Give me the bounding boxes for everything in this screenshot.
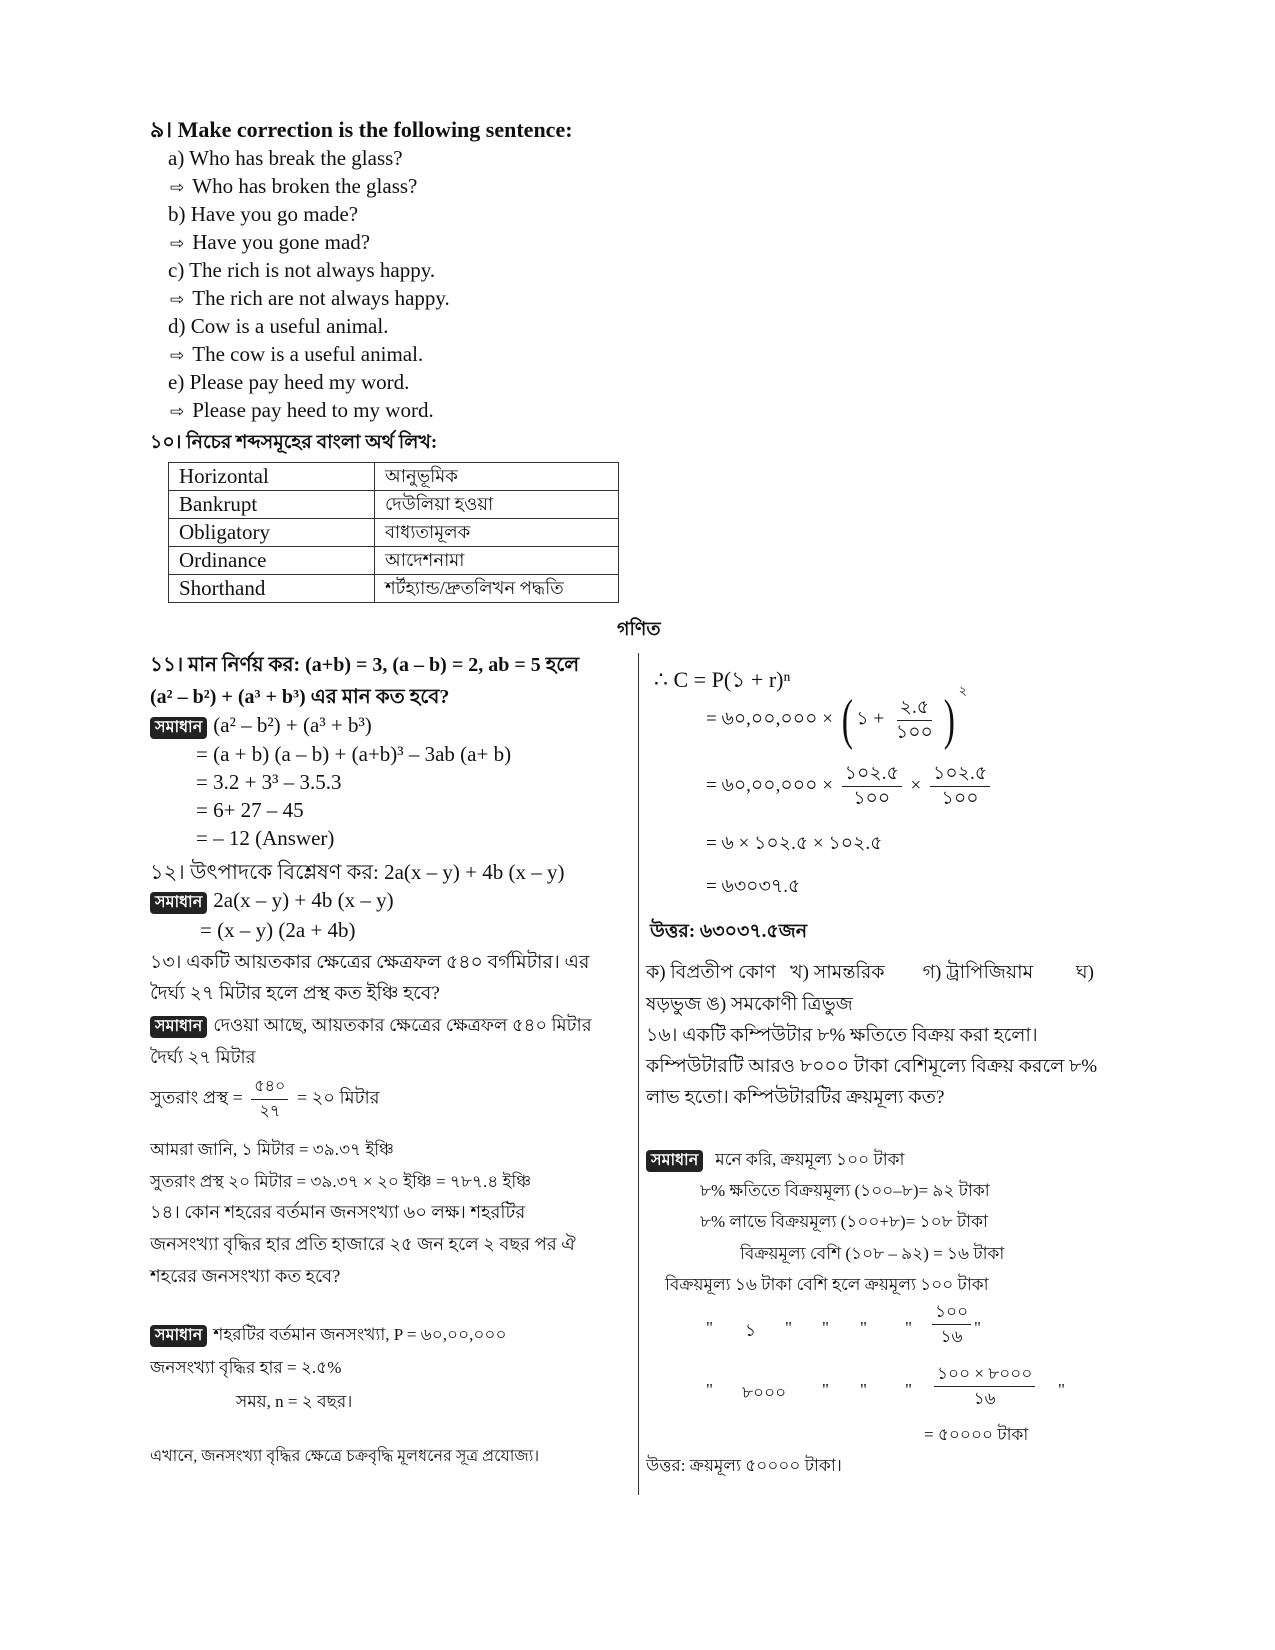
q16-step: বিক্রয়মূল্য বেশি (১০৮ – ৯২) = ১৬ টাকা bbox=[740, 1244, 1005, 1263]
q9-answer-e: ⇨ Please pay heed to my word. bbox=[170, 398, 434, 422]
q13-known: আমরা জানি, ১ মিটার = ৩৯.৩৭ ইঞ্চি bbox=[150, 1140, 394, 1159]
q11-step: = – 12 (Answer) bbox=[196, 826, 335, 850]
q11-line1: ১১। মান নির্ণয় কর: (a+b) = 3, (a – b) = 2, ab = 5 হলে bbox=[150, 654, 580, 676]
paren-right: ) bbox=[943, 689, 955, 751]
table-cell-en: Bankrupt bbox=[169, 491, 375, 519]
column-divider bbox=[638, 653, 639, 1495]
q9-answer-d: ⇨ The cow is a useful animal. bbox=[170, 342, 424, 366]
table-row bbox=[169, 547, 619, 575]
q13-solution-1: সমাধান দেওয়া আছে, আয়তকার ক্ষেত্রের ক্ষেত্রফল ৫৪০ মিটার bbox=[150, 1011, 592, 1042]
q16-step: বিক্রয়মূল্য ১৬ টাকা বেশি হলে ক্রয়মূল্য ১০০ টাকা bbox=[665, 1275, 989, 1294]
arrow-icon: ⇨ bbox=[170, 290, 185, 310]
arrow-icon: ⇨ bbox=[170, 178, 185, 198]
solution-badge: সমাধান bbox=[646, 1150, 703, 1172]
q11-step: = 6+ 27 – 45 bbox=[196, 798, 304, 822]
q14-solution-3: সময়, n = ২ বছর। bbox=[236, 1392, 353, 1411]
q9-item-b: b) Have you go made? bbox=[168, 202, 359, 226]
q13-line1: ১৩। একটি আয়তকার ক্ষেত্রের ক্ষেত্রফল ৫৪০ বর্গমিটার। এর bbox=[150, 952, 590, 973]
q14-line3: শহরের জনসংখ্যা কত হবে? bbox=[150, 1266, 341, 1286]
q9-title: ৯। Make correction is the following sentence: bbox=[150, 117, 573, 142]
q16-step: ৮% লাভে বিক্রয়মূল্য (১০০+৮)= ১০৮ টাকা bbox=[700, 1212, 988, 1231]
final-answer: উত্তর: ক্রয়মূল্য ৫০০০০ টাকা। bbox=[646, 1456, 842, 1475]
q12-solution: সমাধান 2a(x – y) + 4b (x – y) bbox=[150, 888, 394, 914]
fraction: $\frac{২.৫}{১০০}$ bbox=[895, 696, 933, 743]
q9-item-a: a) Who has break the glass? bbox=[168, 146, 403, 170]
table-row bbox=[169, 463, 619, 491]
options-line-2: ষড়ভুজ ঙ) সমকোণী ত্রিভুজ bbox=[646, 994, 853, 1015]
equation-2: = ৬০,০০,০০০ × $\frac{১০২.৫}{১০০}$ × $\frac{১০২.৫}{১০০}$ bbox=[706, 762, 994, 811]
solution-badge: সমাধান bbox=[150, 892, 207, 914]
table-cell-en: Horizontal bbox=[169, 463, 375, 491]
q11-step: = 3.2 + 3³ – 3.5.3 bbox=[196, 770, 342, 794]
fraction: $\frac{১০০ \times ৮০০০}{১৬}$ bbox=[930, 1362, 1039, 1411]
ditto-mark: " bbox=[974, 1318, 981, 1337]
ditto-mark: " bbox=[860, 1318, 867, 1337]
q9-item-d: d) Cow is a useful animal. bbox=[168, 314, 389, 338]
fraction: $\frac{১০২.৫}{১০০}$ bbox=[930, 762, 990, 811]
ditto-mark: " bbox=[860, 1380, 867, 1399]
arrow-icon: ⇨ bbox=[170, 234, 185, 254]
section-title: গণিত bbox=[617, 619, 661, 640]
table-cell-en: Shorthand bbox=[169, 575, 375, 603]
table-cell-bn: আনুভূমিক bbox=[375, 463, 619, 491]
q13-width: সুতরাং প্রস্থ = $\frac{৫৪০}{২৭}$ = ২০ মিটার bbox=[150, 1075, 380, 1124]
table-cell-bn: আদেশনামা bbox=[375, 547, 619, 575]
q14-line1: ১৪। কোন শহরের বর্তমান জনসংখ্যা ৬০ লক্ষ। শহরটির bbox=[150, 1202, 526, 1222]
unit-value: ৮০০০ bbox=[742, 1383, 787, 1402]
equation-3: = ৬ × ১০২.৫ × ১০২.৫ bbox=[706, 833, 883, 854]
table-cell-bn: দেউলিয়া হওয়া bbox=[375, 491, 619, 519]
q13-solution-2: দৈর্ঘ্য ২৭ মিটার bbox=[150, 1047, 256, 1067]
fraction: $\frac{১০২.৫}{১০০}$ bbox=[842, 762, 902, 811]
table-row bbox=[169, 491, 619, 519]
q9-answer-c: ⇨ The rich are not always happy. bbox=[170, 286, 450, 310]
q16-line3: লাভ হতো। কম্পিউটারটির ক্রয়মূল্য কত? bbox=[646, 1087, 945, 1108]
solution-badge: সমাধান bbox=[150, 1016, 207, 1038]
q14-solution-1: সমাধান শহরটির বর্তমান জনসংখ্যা, P = ৬০,০০,০০০ bbox=[150, 1322, 507, 1350]
q9-item-e: e) Please pay heed my word. bbox=[168, 370, 410, 394]
q12-question: ১২। উৎপাদকে বিশ্লেষণ কর: 2a(x – y) + 4b (x – y) bbox=[150, 860, 565, 884]
q16-solution: সমাধান মনে করি, ক্রয়মূল্য ১০০ টাকা bbox=[646, 1147, 904, 1175]
q14-solution-2: জনসংখ্যা বৃদ্ধির হার = ২.৫% bbox=[150, 1358, 342, 1377]
q14-note: এখানে, জনসংখ্যা বৃদ্ধির ক্ষেত্রে চক্রবৃদ্ধি মূলধনের সূত্র প্রযোজ্য। bbox=[150, 1448, 540, 1465]
answer: উত্তর: ৬৩০৩৭.৫জন bbox=[650, 921, 808, 942]
ditto-mark: " bbox=[822, 1318, 829, 1337]
q14-line2: জনসংখ্যা বৃদ্ধির হার প্রতি হাজারে ২৫ জন হলে ২ বছর পর ঐ bbox=[150, 1234, 576, 1254]
ditto-mark: " bbox=[706, 1318, 713, 1337]
q11-solution: সমাধান (a² – b²) + (a³ + b³) bbox=[150, 713, 372, 739]
solution-badge: সমাধান bbox=[150, 1325, 207, 1347]
arrow-icon: ⇨ bbox=[170, 346, 185, 366]
ditto-mark: " bbox=[1058, 1380, 1065, 1399]
q9-item-c: c) The rich is not always happy. bbox=[168, 258, 436, 282]
equation-4: = ৬৩০৩৭.৫ bbox=[706, 876, 801, 897]
options-line-1: ক) বিপ্রতীপ কোণ খ) সামন্তরিক গ) ট্রাপিজিয়াম ঘ) bbox=[646, 962, 1094, 983]
ditto-mark: " bbox=[905, 1318, 912, 1337]
arrow-icon: ⇨ bbox=[170, 402, 185, 422]
vocab-table bbox=[168, 462, 619, 603]
paren-left: ( bbox=[841, 689, 853, 751]
q13-result: সুতরাং প্রস্থ ২০ মিটার = ৩৯.৩৭ × ২০ ইঞ্চি = ৭৮৭.৪ ইঞ্চি bbox=[150, 1172, 532, 1191]
q16-step: ৮% ক্ষতিতে বিক্রয়মূল্য (১০০–৮)= ৯২ টাকা bbox=[700, 1181, 990, 1200]
q11-line2: (a² – b²) + (a³ + b³) এর মান কত হবে? bbox=[150, 686, 450, 708]
fraction: $\frac{৫৪০}{২৭}$ bbox=[251, 1075, 288, 1124]
q10-title: ১০। নিচের শব্দসমূহের বাংলা অর্থ লিখ: bbox=[150, 432, 438, 453]
ditto-mark: " bbox=[785, 1318, 792, 1337]
formula: ∴ C = P(১ + r)ⁿ bbox=[654, 667, 791, 692]
ditto-mark: " bbox=[905, 1380, 912, 1399]
table-cell-en: Obligatory bbox=[169, 519, 375, 547]
table-row bbox=[169, 519, 619, 547]
q9-answer-b: ⇨ Have you gone mad? bbox=[170, 230, 371, 254]
q12-step: = (x – y) (2a + 4b) bbox=[200, 918, 356, 942]
q13-line2: দৈর্ঘ্য ২৭ মিটার হলে প্রস্থ কত ইঞ্চি হবে? bbox=[150, 983, 440, 1004]
table-cell-bn: বাধ্যতামূলক bbox=[375, 519, 619, 547]
fraction: $\frac{১০০}{১৬}$ bbox=[928, 1300, 975, 1349]
ditto-mark: " bbox=[822, 1380, 829, 1399]
unit-value: ১ bbox=[745, 1321, 757, 1340]
table-cell-bn: শর্টহ্যান্ড/দ্রুতলিখন পদ্ধতি bbox=[375, 575, 619, 603]
q16-line2: কম্পিউটারটি আরও ৮০০০ টাকা বেশিমূল্যে বিক্রয় করলে ৮% bbox=[646, 1056, 1098, 1077]
solution-badge: সমাধান bbox=[150, 717, 207, 739]
q9-answer-a: ⇨ Who has broken the glass? bbox=[170, 174, 418, 198]
table-row bbox=[169, 575, 619, 603]
q11-step: = (a + b) (a – b) + (a+b)³ – 3ab (a+ b) bbox=[196, 742, 512, 766]
ditto-mark: " bbox=[706, 1380, 713, 1399]
q16-step: = ৫০০০০ টাকা bbox=[924, 1425, 1029, 1444]
q16-line1: ১৬। একটি কম্পিউটার ৮% ক্ষতিতে বিক্রয় করা হলো। bbox=[646, 1025, 1038, 1046]
table-cell-en: Ordinance bbox=[169, 547, 375, 575]
equation-1: = ৬০,০০,০০০ × ( ১ + $\frac{২.৫}{১০০}$ ) $^২$ bbox=[706, 683, 968, 751]
